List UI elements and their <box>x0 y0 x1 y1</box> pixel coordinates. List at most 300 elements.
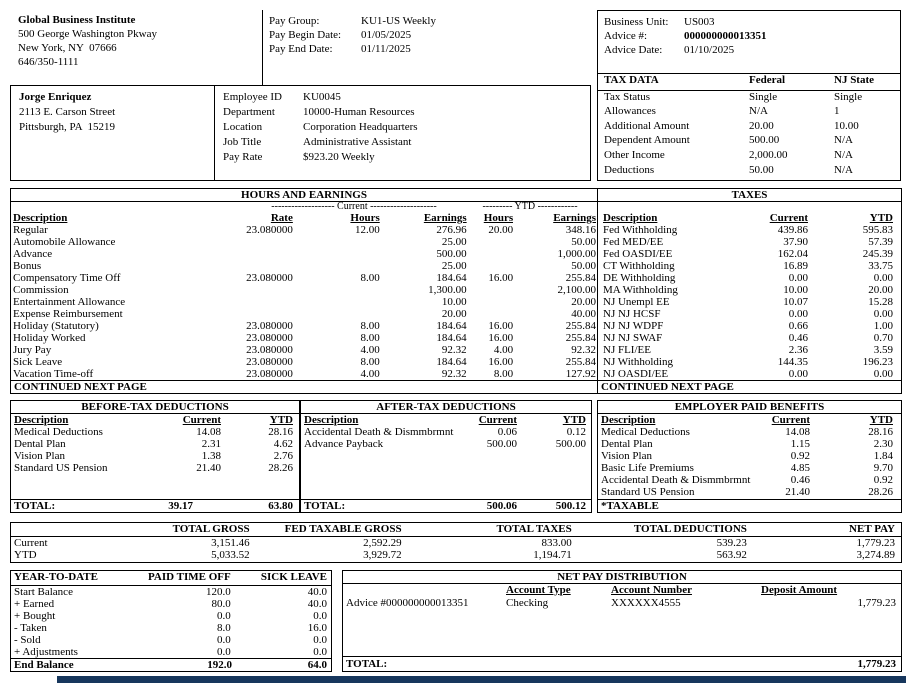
employer-benefit-row <box>598 462 901 474</box>
earnings-current-earnings: 1,300.00 <box>428 284 467 296</box>
summary-total-deductions: 563.92 <box>716 549 747 561</box>
tax-row <box>598 332 901 344</box>
tax-current: 162.04 <box>777 248 808 260</box>
deduction-current: 0.06 <box>497 426 517 438</box>
earnings-description: Commission <box>13 284 69 296</box>
employee-detail-label: Location <box>223 121 263 133</box>
summary-total-taxes: 1,194.71 <box>533 549 572 561</box>
earnings-description: Holiday (Statutory) <box>13 320 99 332</box>
balance-sick: 0.0 <box>313 645 327 658</box>
distribution-account-type: Checking <box>506 597 549 609</box>
before-tax-col-current: Current <box>182 414 221 426</box>
current-group-label: ------------------- Current -------------------- <box>271 201 437 212</box>
earnings-description: Entertainment Allowance <box>13 296 126 308</box>
tax-data-row-label: Dependent Amount <box>604 134 690 147</box>
earnings-ytd-earnings: 50.00 <box>571 236 596 248</box>
benefit-ytd: 0.92 <box>873 474 893 486</box>
earnings-row <box>13 248 596 260</box>
tax-data-state-value: Single <box>834 90 863 103</box>
benefit-label: Vision Plan <box>601 450 652 462</box>
earnings-ytd-earnings: 40.00 <box>571 308 596 320</box>
tax-description: NJ OASDI/EE <box>603 368 669 380</box>
tax-ytd: 0.00 <box>873 308 893 320</box>
taxes-col-ytd: YTD <box>869 212 893 224</box>
earnings-rate: 23.080000 <box>246 344 293 356</box>
advice-date-value: 01/10/2025 <box>684 44 735 56</box>
earnings-current-earnings: 184.64 <box>436 272 467 284</box>
tax-current: 10.07 <box>783 296 808 308</box>
tax-data-row-label: Allowances <box>604 104 656 117</box>
company-address-line2: New York, NY 07666 <box>18 42 117 54</box>
benefit-current: 21.40 <box>785 486 810 498</box>
after-tax-deductions-section <box>300 400 592 513</box>
tax-row <box>598 356 901 368</box>
earnings-current-hours: 4.00 <box>360 344 380 356</box>
employee-detail-label: Employee ID <box>223 91 282 103</box>
col-account-type: Account Type <box>506 584 571 596</box>
benefit-label: Medical Deductions <box>601 426 690 438</box>
pay-info-value: 01/05/2025 <box>361 29 412 41</box>
earnings-description: Holiday Worked <box>13 332 86 344</box>
deduction-label: Advance Payback <box>304 438 384 450</box>
earnings-description: Bonus <box>13 260 42 272</box>
earnings-ytd-earnings: 1,000.00 <box>557 248 596 260</box>
employer-benefit-row <box>598 438 901 450</box>
tax-ytd: 196.23 <box>862 356 893 368</box>
tax-data-row <box>598 120 900 135</box>
tax-row <box>598 308 901 320</box>
pay-info-row <box>269 42 592 56</box>
deduction-ytd: 0.12 <box>566 426 586 438</box>
deduction-current: 500.00 <box>486 438 517 450</box>
tax-description: Fed OASDI/EE <box>603 248 673 260</box>
earnings-description: Vacation Time-off <box>13 368 94 380</box>
earnings-row <box>13 260 596 272</box>
earnings-rate <box>193 296 293 308</box>
before-tax-row <box>11 438 299 450</box>
after-tax-col-ytd: YTD <box>562 414 586 426</box>
tax-current: 0.00 <box>788 272 808 284</box>
balance-sick: 40.0 <box>307 597 327 610</box>
benefit-current: 0.46 <box>790 474 810 486</box>
employer-benefits-col-current: Current <box>771 414 810 426</box>
employee-detail-row <box>223 105 418 120</box>
tax-data-federal-value: 500.00 <box>749 134 780 147</box>
business-unit-label: Business Unit: <box>604 16 669 28</box>
net-pay-distribution-table <box>343 584 901 609</box>
tax-ytd: 15.28 <box>868 296 893 308</box>
earnings-current-earnings: 184.64 <box>436 320 467 332</box>
earnings-ytd-earnings: 92.32 <box>571 344 596 356</box>
before-tax-col-description: Description <box>14 414 69 426</box>
col-total-taxes: TOTAL TAXES <box>402 523 572 536</box>
tax-ytd: 0.70 <box>873 332 893 344</box>
employee-address-block <box>19 90 115 135</box>
employee-detail-value: Corporation Headquarters <box>303 121 418 133</box>
earnings-current-hours <box>293 284 380 296</box>
tax-data-row-label: Deductions <box>604 163 655 176</box>
balance-label: + Adjustments <box>14 645 78 658</box>
earnings-description: Sick Leave <box>13 356 63 368</box>
tax-row <box>598 296 901 308</box>
employee-name: Jorge Enriquez <box>19 91 92 103</box>
benefit-ytd: 9.70 <box>873 462 893 474</box>
pay-info-row <box>269 28 592 42</box>
tax-data-col-state: NJ State <box>828 74 900 90</box>
tax-row <box>598 236 901 248</box>
summary-total-gross: 3,151.46 <box>211 536 250 549</box>
before-tax-total-current: 39.17 <box>168 500 193 512</box>
balance-pto: 0.0 <box>216 609 231 622</box>
company-phone: 646/350-1111 <box>18 56 79 68</box>
earnings-current-earnings: 500.00 <box>436 248 467 260</box>
earnings-row <box>13 272 596 284</box>
ytd-balances-header-row <box>11 571 331 585</box>
col-net-pay: NET PAY <box>747 523 901 536</box>
employee-details <box>223 90 418 165</box>
before-tax-title: BEFORE-TAX DEDUCTIONS <box>11 401 299 414</box>
tax-current: 439.86 <box>777 224 808 236</box>
window-edge-bar <box>57 676 906 683</box>
tax-description: NJ Withholding <box>603 356 673 368</box>
col-total-deductions: TOTAL DEDUCTIONS <box>572 523 747 536</box>
employee-detail-row <box>223 150 418 165</box>
earnings-rate: 23.080000 <box>246 332 293 344</box>
col-sick-leave: SICK LEAVE <box>231 571 331 585</box>
after-tax-total-ytd: 500.12 <box>555 500 586 512</box>
earnings-col-ytd-earnings: Earnings <box>553 212 596 224</box>
earnings-description: Automobile Allowance <box>13 236 116 248</box>
earnings-col-description: Description <box>13 212 68 224</box>
earnings-rate: 23.080000 <box>246 368 293 380</box>
taxes-header-row <box>598 212 901 224</box>
tax-current: 144.35 <box>777 356 808 368</box>
deduction-current: 1.38 <box>201 450 221 462</box>
earnings-current-hours <box>293 308 380 320</box>
business-unit-row <box>604 15 900 29</box>
col-account-number: Account Number <box>611 584 692 596</box>
deduction-ytd: 2.76 <box>273 450 293 462</box>
earnings-rate <box>193 248 293 260</box>
before-tax-total-row <box>11 499 299 512</box>
earnings-row <box>13 296 596 308</box>
after-tax-row <box>301 438 591 450</box>
company-info <box>18 13 157 69</box>
taxable-note-row <box>598 499 901 512</box>
deduction-ytd: 28.26 <box>268 462 293 474</box>
tax-description: NJ FLI/EE <box>603 344 651 356</box>
earnings-row <box>13 356 596 368</box>
distribution-deposit-amount: 1,779.23 <box>857 597 896 609</box>
employee-detail-row <box>223 90 418 105</box>
tax-description: Fed Withholding <box>603 224 678 236</box>
tax-description: MA Withholding <box>603 284 678 296</box>
tax-description: Fed MED/EE <box>603 236 664 248</box>
earnings-rate: 23.080000 <box>246 272 293 284</box>
tax-data-state-value: 10.00 <box>834 119 859 132</box>
deduction-label: Medical Deductions <box>14 426 103 438</box>
tax-ytd: 33.75 <box>868 260 893 272</box>
earnings-ytd-hours <box>467 236 513 248</box>
tax-description: NJ NJ HCSF <box>603 308 661 320</box>
pay-summary-table <box>11 523 901 562</box>
balance-sick: 16.0 <box>307 621 327 634</box>
employer-benefit-row <box>598 426 901 438</box>
earnings-ytd-hours: 4.00 <box>493 344 514 356</box>
earnings-current-earnings: 184.64 <box>436 356 467 368</box>
after-tax-total-label: TOTAL: <box>304 500 346 512</box>
tax-row <box>598 284 901 296</box>
after-tax-table <box>301 414 591 450</box>
earnings-ytd-earnings: 127.92 <box>565 368 596 380</box>
tax-current: 0.00 <box>788 308 808 320</box>
deduction-current: 21.40 <box>196 462 221 474</box>
balance-label: + Earned <box>14 597 55 610</box>
distribution-account-number: XXXXXX4555 <box>611 597 681 609</box>
taxable-note: *TAXABLE <box>601 500 659 512</box>
balance-pto: 0.0 <box>216 645 231 658</box>
taxes-title: TAXES <box>598 189 901 202</box>
tax-row <box>598 344 901 356</box>
earnings-rate <box>193 236 293 248</box>
earnings-description: Compensatory Time Off <box>13 272 121 284</box>
earnings-ytd-earnings: 20.00 <box>571 296 596 308</box>
earnings-description: Expense Reimbursement <box>13 308 123 320</box>
employee-info-box <box>10 85 591 181</box>
employee-detail-label: Department <box>223 106 275 118</box>
earnings-col-hours: Hours <box>350 212 380 224</box>
pay-info-row <box>269 14 592 28</box>
ytd-group-label: --------- YTD ------------ <box>482 201 578 212</box>
tax-data-row-label: Tax Status <box>604 90 650 103</box>
before-tax-total-ytd: 63.80 <box>268 500 293 512</box>
employer-benefit-row <box>598 450 901 462</box>
summary-fed-taxable-gross: 2,592.29 <box>363 536 402 549</box>
tax-description: CT Withholding <box>603 260 675 272</box>
earnings-ytd-hours <box>467 260 513 272</box>
earnings-row <box>13 308 596 320</box>
col-fed-taxable-gross: FED TAXABLE GROSS <box>250 523 402 536</box>
employee-address-line1: 2113 E. Carson Street <box>19 106 116 118</box>
earnings-rate: 23.080000 <box>246 224 293 236</box>
company-name: Global Business Institute <box>18 14 136 26</box>
tax-row <box>598 272 901 284</box>
tax-description: NJ NJ WDPF <box>603 320 664 332</box>
earnings-current-earnings: 25.00 <box>441 236 467 248</box>
employee-detail-value: $923.20 Weekly <box>303 151 375 163</box>
tax-ytd: 57.39 <box>868 236 893 248</box>
earnings-current-earnings: 184.64 <box>436 332 467 344</box>
col-paid-time-off: PAID TIME OFF <box>124 571 230 585</box>
after-tax-col-description: Description <box>304 414 359 426</box>
tax-data-row-label: Additional Amount <box>604 119 690 132</box>
tax-ytd: 0.00 <box>873 368 893 380</box>
tax-row <box>598 320 901 332</box>
taxes-table <box>598 212 901 380</box>
after-tax-title: AFTER-TAX DEDUCTIONS <box>301 401 591 414</box>
employee-detail-row <box>223 135 418 150</box>
tax-data-col-federal: Federal <box>743 74 828 90</box>
benefit-ytd: 28.16 <box>868 426 893 438</box>
earnings-ytd-earnings: 255.84 <box>565 320 596 332</box>
advice-number-label: Advice #: <box>604 30 648 42</box>
tax-row <box>598 224 901 236</box>
distribution-total-amount: 1,779.23 <box>857 658 896 670</box>
earnings-ytd-earnings: 255.84 <box>565 356 596 368</box>
balance-row <box>11 622 331 634</box>
tax-data-state-value: N/A <box>834 149 853 162</box>
pay-info-label: Pay End Date: <box>269 43 333 55</box>
earnings-current-earnings: 276.96 <box>436 224 467 236</box>
earnings-row <box>13 236 596 248</box>
earnings-current-earnings: 25.00 <box>441 260 467 272</box>
benefit-label: Dental Plan <box>601 438 653 450</box>
end-balance-label: End Balance <box>14 659 74 671</box>
deduction-ytd: 28.16 <box>268 426 293 438</box>
earnings-ytd-hours: 16.00 <box>488 272 514 284</box>
earnings-col-ytd-hours: Hours <box>483 212 514 224</box>
taxes-col-current: Current <box>769 212 808 224</box>
distribution-total-label: TOTAL: <box>346 658 388 670</box>
deduction-label: Dental Plan <box>14 438 66 450</box>
earnings-current-hours: 4.00 <box>360 368 380 380</box>
tax-data-box <box>597 73 901 181</box>
tax-data-row <box>598 149 900 164</box>
earnings-rate <box>193 284 293 296</box>
earnings-taxes-box <box>10 188 902 394</box>
earnings-ytd-hours <box>467 284 513 296</box>
summary-total-taxes: 833.00 <box>541 536 572 549</box>
earnings-row <box>13 332 596 344</box>
benefit-ytd: 1.84 <box>873 450 893 462</box>
earnings-current-hours: 8.00 <box>360 272 380 284</box>
benefit-current: 14.08 <box>785 426 810 438</box>
balance-label: - Sold <box>14 633 41 646</box>
before-tax-row <box>11 426 299 438</box>
tax-data-row-label: Other Income <box>604 149 665 162</box>
balance-label: Start Balance <box>14 585 73 598</box>
pay-summary-row <box>11 549 901 562</box>
before-tax-total-label: TOTAL: <box>14 500 56 512</box>
balance-label: - Taken <box>14 621 47 634</box>
tax-row <box>598 260 901 272</box>
tax-current: 0.66 <box>788 320 808 332</box>
balance-sick: 0.0 <box>313 633 327 646</box>
balance-row <box>11 598 331 610</box>
deduction-label: Accidental Death & Dismmbrmnt <box>304 426 454 438</box>
employee-detail-label: Job Title <box>223 136 262 148</box>
balance-pto: 0.0 <box>216 633 231 646</box>
tax-data-federal-value: 20.00 <box>749 119 774 132</box>
hours-earnings-title: HOURS AND EARNINGS <box>11 189 597 202</box>
before-tax-row <box>11 450 299 462</box>
deduction-label: Vision Plan <box>14 450 65 462</box>
tax-current: 37.90 <box>783 236 808 248</box>
earnings-ytd-earnings: 2,100.00 <box>557 284 596 296</box>
earnings-row <box>13 224 596 236</box>
balance-pto: 8.0 <box>216 621 231 634</box>
distribution-header-row <box>343 584 901 597</box>
after-tax-row <box>301 426 591 438</box>
earnings-row <box>13 320 596 332</box>
earnings-ytd-hours <box>467 308 513 320</box>
earnings-ytd-earnings: 50.00 <box>571 260 596 272</box>
net-pay-distribution-title: NET PAY DISTRIBUTION <box>343 571 901 584</box>
tax-data-row <box>598 90 900 105</box>
tax-data-row <box>598 134 900 149</box>
taxes-continued-note: CONTINUED NEXT PAGE <box>598 380 901 393</box>
employer-benefit-row <box>598 486 901 498</box>
employer-benefits-col-ytd: YTD <box>869 414 893 426</box>
benefit-label: Accidental Death & Dismmbrmnt <box>601 474 751 486</box>
tax-data-row <box>598 105 900 120</box>
earnings-current-hours <box>293 260 380 272</box>
before-tax-row <box>11 462 299 474</box>
earnings-ytd-hours: 16.00 <box>488 356 514 368</box>
tax-data-state-value: N/A <box>834 163 853 176</box>
employee-detail-value: KU0045 <box>303 91 341 103</box>
tax-ytd: 20.00 <box>868 284 893 296</box>
employee-box-divider <box>214 86 215 180</box>
advice-number-row <box>604 29 900 43</box>
earnings-description: Jury Pay <box>13 344 52 356</box>
tax-ytd: 595.83 <box>862 224 893 236</box>
earnings-current-hours: 8.00 <box>360 332 380 344</box>
pay-summary-section <box>10 522 902 563</box>
distribution-advice-ref: Advice #000000000013351 <box>346 597 469 609</box>
pay-info-label: Pay Begin Date: <box>269 29 342 41</box>
ytd-balances-section <box>10 570 332 672</box>
tax-current: 16.89 <box>783 260 808 272</box>
advice-number-value: 000000000013351 <box>684 30 767 42</box>
earnings-ytd-earnings: 348.16 <box>565 224 596 236</box>
ytd-balances-table <box>11 571 331 658</box>
end-balance-row <box>11 658 331 671</box>
benefit-label: Standard US Pension <box>601 486 695 498</box>
earnings-rate <box>193 260 293 272</box>
benefit-ytd: 28.26 <box>868 486 893 498</box>
earnings-ytd-hours <box>467 248 513 260</box>
benefit-label: Basic Life Premiums <box>601 462 694 474</box>
tax-ytd: 1.00 <box>873 320 893 332</box>
pay-summary-header-row <box>11 523 901 536</box>
summary-fed-taxable-gross: 3,929.72 <box>363 549 402 561</box>
tax-row <box>598 248 901 260</box>
net-pay-distribution-section <box>342 570 902 672</box>
deduction-ytd: 500.00 <box>555 438 586 450</box>
distribution-total-row <box>343 656 901 671</box>
deduction-label: Standard US Pension <box>14 462 108 474</box>
pay-summary-row <box>11 536 901 549</box>
employee-detail-value: 10000-Human Resources <box>303 106 415 118</box>
tax-data-row <box>598 164 900 179</box>
benefit-current: 4.85 <box>790 462 810 474</box>
balance-pto: 120.0 <box>205 585 231 598</box>
balance-sick: 0.0 <box>313 609 327 622</box>
earnings-description: Advance <box>13 248 53 260</box>
before-tax-col-ytd: YTD <box>269 414 293 426</box>
tax-row <box>598 368 901 380</box>
balance-row <box>11 634 331 646</box>
balance-row <box>11 646 331 658</box>
before-tax-header-row <box>11 414 299 426</box>
tax-current: 10.00 <box>783 284 808 296</box>
earnings-ytd-hours <box>467 296 513 308</box>
tax-current: 2.36 <box>788 344 808 356</box>
end-balance-sick: 64.0 <box>307 659 327 671</box>
earnings-ytd-hours: 16.00 <box>488 332 514 344</box>
employer-paid-benefits-section <box>597 400 902 513</box>
